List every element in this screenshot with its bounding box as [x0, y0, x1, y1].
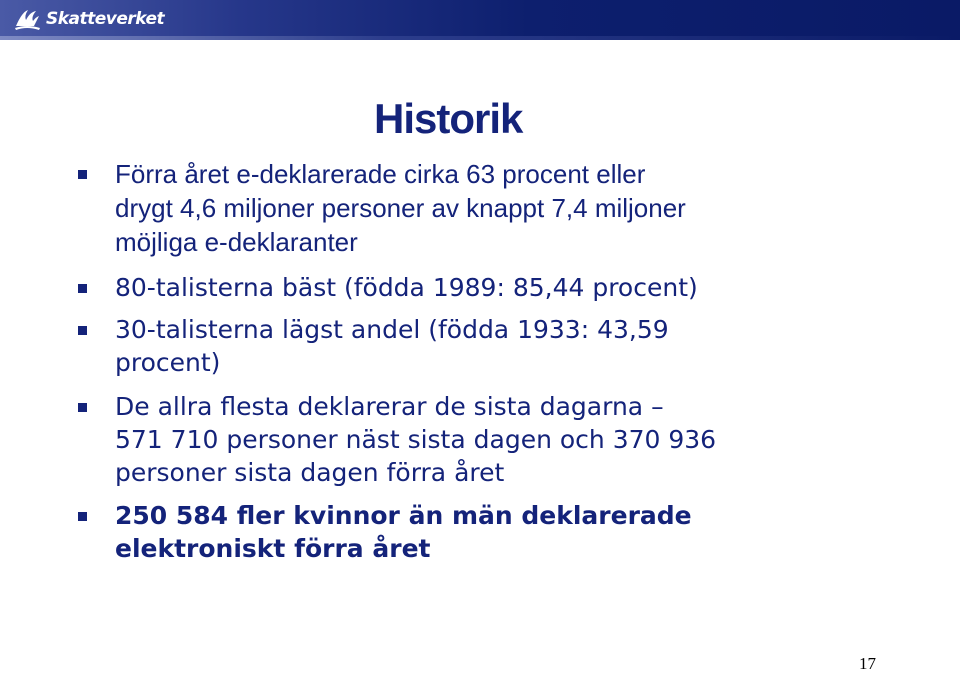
slide-title: Historik — [374, 95, 523, 142]
square-bullet-icon — [78, 512, 87, 521]
bullet-line: drygt 4,6 miljoner personer av knappt 7,4 miljoner — [115, 193, 686, 223]
bullet-line: De allra flesta deklarerar de sista dagarna – — [115, 392, 664, 421]
square-bullet-icon — [78, 170, 87, 179]
bullet-line: personer sista dagen förra året — [115, 458, 505, 487]
bullet-line: Förra året e-deklarerade cirka 63 procent eller — [115, 159, 646, 189]
skatteverket-crown-logo-icon — [12, 6, 42, 32]
bullet-line: 80-talisterna bäst (födda 1989: 85,44 procent) — [115, 273, 698, 302]
header-bar — [0, 0, 960, 40]
square-bullet-icon — [78, 326, 87, 335]
bullet-line: möjliga e-deklaranter — [115, 227, 358, 257]
bullet-line: 30-talisterna lägst andel (födda 1933: 43,59 — [115, 315, 669, 344]
skatteverket-logo — [12, 6, 164, 32]
square-bullet-icon — [78, 403, 87, 412]
bullet-line: procent) — [115, 348, 221, 377]
bullet-line: 250 584 fler kvinnor än män deklarerade — [115, 501, 692, 530]
bullet-line: 571 710 personer näst sista dagen och 370 936 — [115, 425, 717, 454]
bullet-line: elektroniskt förra året — [115, 534, 431, 563]
page-number: 17 — [859, 654, 876, 673]
square-bullet-icon — [78, 284, 87, 293]
logo-text: Skatteverket — [46, 9, 165, 29]
